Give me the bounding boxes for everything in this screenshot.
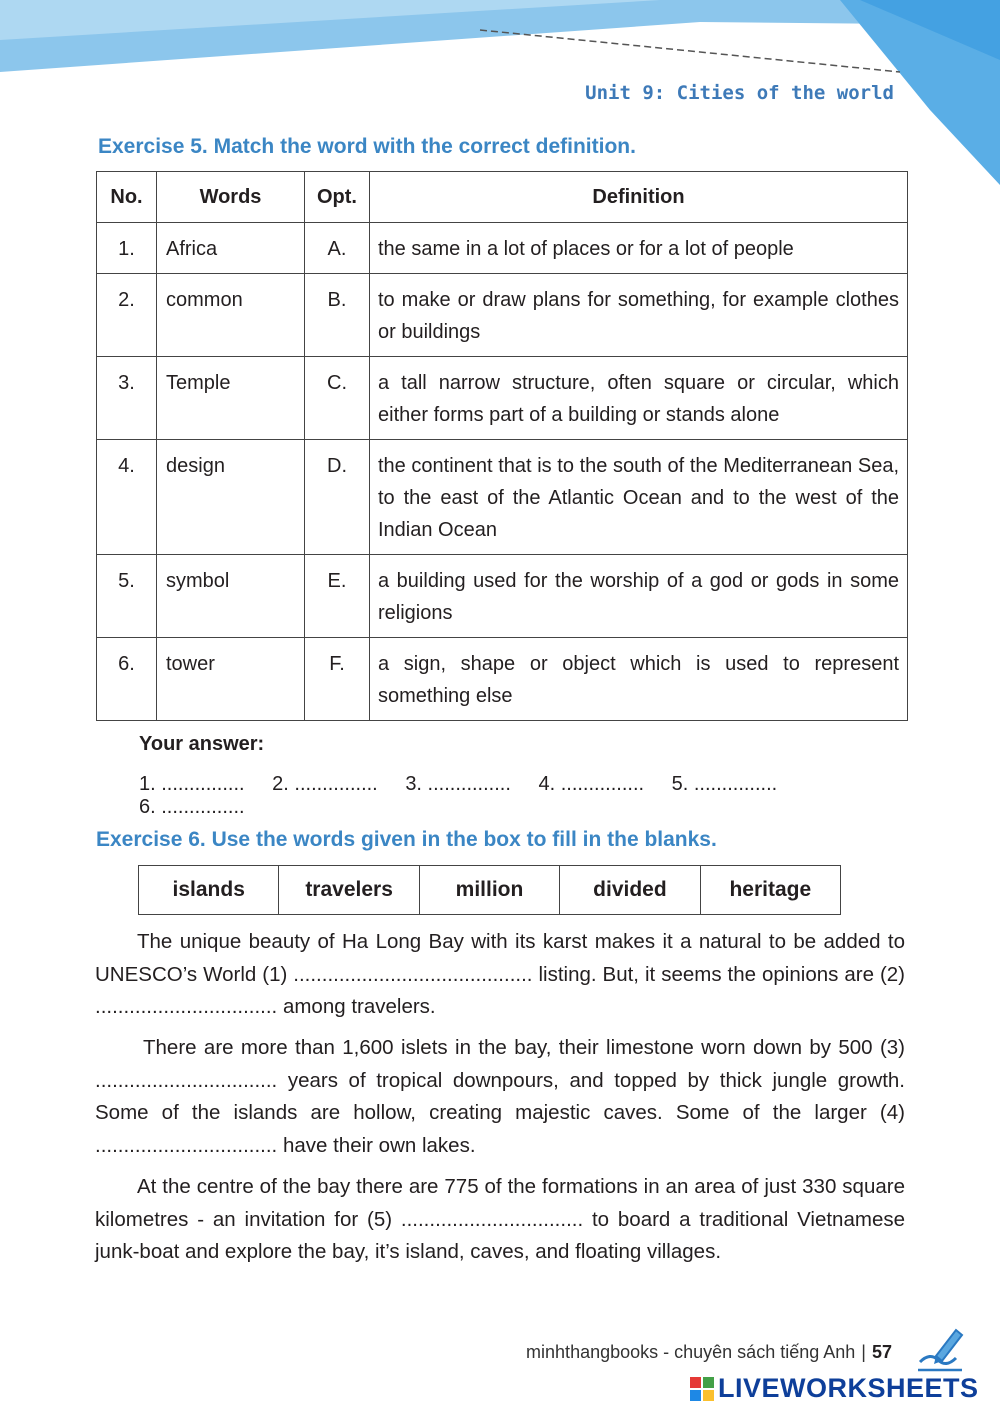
row-definition: the same in a lot of places or for a lot of people (370, 223, 908, 274)
row-word: common (157, 274, 305, 357)
answer-blank-6[interactable]: 6. ............... (139, 796, 245, 818)
row-word: design (157, 440, 305, 555)
table-row (97, 274, 908, 357)
exercise-6-title: Exercise 6. Use the words given in the box to fill in the blanks. (96, 828, 717, 851)
row-word: Temple (157, 357, 305, 440)
liveworksheets-brand[interactable] (690, 1373, 979, 1404)
row-word: Africa (157, 223, 305, 274)
page-number: 57 (871, 1342, 892, 1362)
row-definition: a sign, shape or object which is used to represent something else (370, 638, 908, 721)
table-row (97, 223, 908, 274)
row-option: C. (305, 357, 370, 440)
matching-table (96, 171, 908, 721)
table-row (97, 638, 908, 721)
row-option: E. (305, 555, 370, 638)
table-row (97, 440, 908, 555)
row-number: 2. (97, 274, 157, 357)
row-word: tower (157, 638, 305, 721)
row-option: D. (305, 440, 370, 555)
table-row (97, 555, 908, 638)
column-header-definition: Definition (370, 172, 908, 223)
answer-blank-1[interactable]: 1. ............... (139, 773, 245, 795)
row-definition: the continent that is to the south of the Mediterranean Sea, to the east of the Atlantic Ocean and to the west of the Indian Ocean (370, 440, 908, 555)
answer-blank-5[interactable]: 5. ............... (671, 773, 778, 795)
word-box-item: travelers (279, 866, 419, 914)
row-word: symbol (157, 555, 305, 638)
row-number: 5. (97, 555, 157, 638)
liveworksheets-logo-icon (690, 1377, 714, 1401)
column-header-words: Words (157, 172, 305, 223)
answer-blank-4[interactable]: 4. ............... (538, 773, 645, 795)
footer-separator: | (861, 1342, 866, 1362)
table-header-row (97, 172, 908, 223)
row-option: A. (305, 223, 370, 274)
row-definition: to make or draw plans for something, for example clothes or buildings (370, 274, 908, 357)
row-number: 1. (97, 223, 157, 274)
word-box-item: divided (560, 866, 700, 914)
passage-paragraph-3: At the centre of the bay there are 775 of the formations in an area of just 330 square kilometres - an invitation for (5) ................................ to board a traditional Vietnamese junk-boat and explore the bay, it’s island, caves, and floating villages. (95, 1175, 905, 1263)
row-number: 3. (97, 357, 157, 440)
pen-writing-icon (912, 1322, 968, 1378)
word-box-item: heritage (729, 878, 812, 901)
publisher-text: minhthangbooks - chuyên sách tiếng Anh (526, 1342, 856, 1362)
row-number: 6. (97, 638, 157, 721)
row-option: B. (305, 274, 370, 357)
liveworksheets-wordmark: LIVEWORKSHEETS (718, 1373, 979, 1403)
column-header-no: No. (97, 172, 157, 223)
your-answer-label: Your answer: (139, 733, 265, 755)
column-header-opt: Opt. (305, 172, 370, 223)
word-box-item: islands (139, 866, 279, 914)
word-box (138, 865, 841, 915)
row-definition: a building used for the worship of a god or gods in some religions (370, 555, 908, 638)
row-definition: a tall narrow structure, often square or circular, which either forms part of a building or stands alone (370, 357, 908, 440)
exercise-5-title: Exercise 5. Match the word with the correct definition. (98, 135, 636, 158)
answer-blank-2[interactable]: 2. ............... (272, 773, 378, 795)
passage-paragraph-1: The unique beauty of Ha Long Bay with its karst makes it a natural to be added to UNESCO’s World (1) .......................................... listing. But, it seems the opinions are (2) ................................ among travelers. (95, 930, 905, 1018)
table-row (97, 357, 908, 440)
answer-blanks (139, 773, 859, 819)
word-box-item: million (420, 866, 560, 914)
row-option: F. (305, 638, 370, 721)
page-footer (526, 1342, 892, 1363)
unit-title: Unit 9: Cities of the world (585, 82, 894, 104)
answer-blank-3[interactable]: 3. ............... (405, 773, 511, 795)
row-number: 4. (97, 440, 157, 555)
passage-paragraph-2: There are more than 1,600 islets in the bay, their limestone worn down by 500 (3) ................................ years of tropical downpours, and topped by thick jungle growth. Some of the islands are hollow, creating majestic caves. Some of the larger (4) ................................ have their own lakes. (95, 1036, 905, 1157)
